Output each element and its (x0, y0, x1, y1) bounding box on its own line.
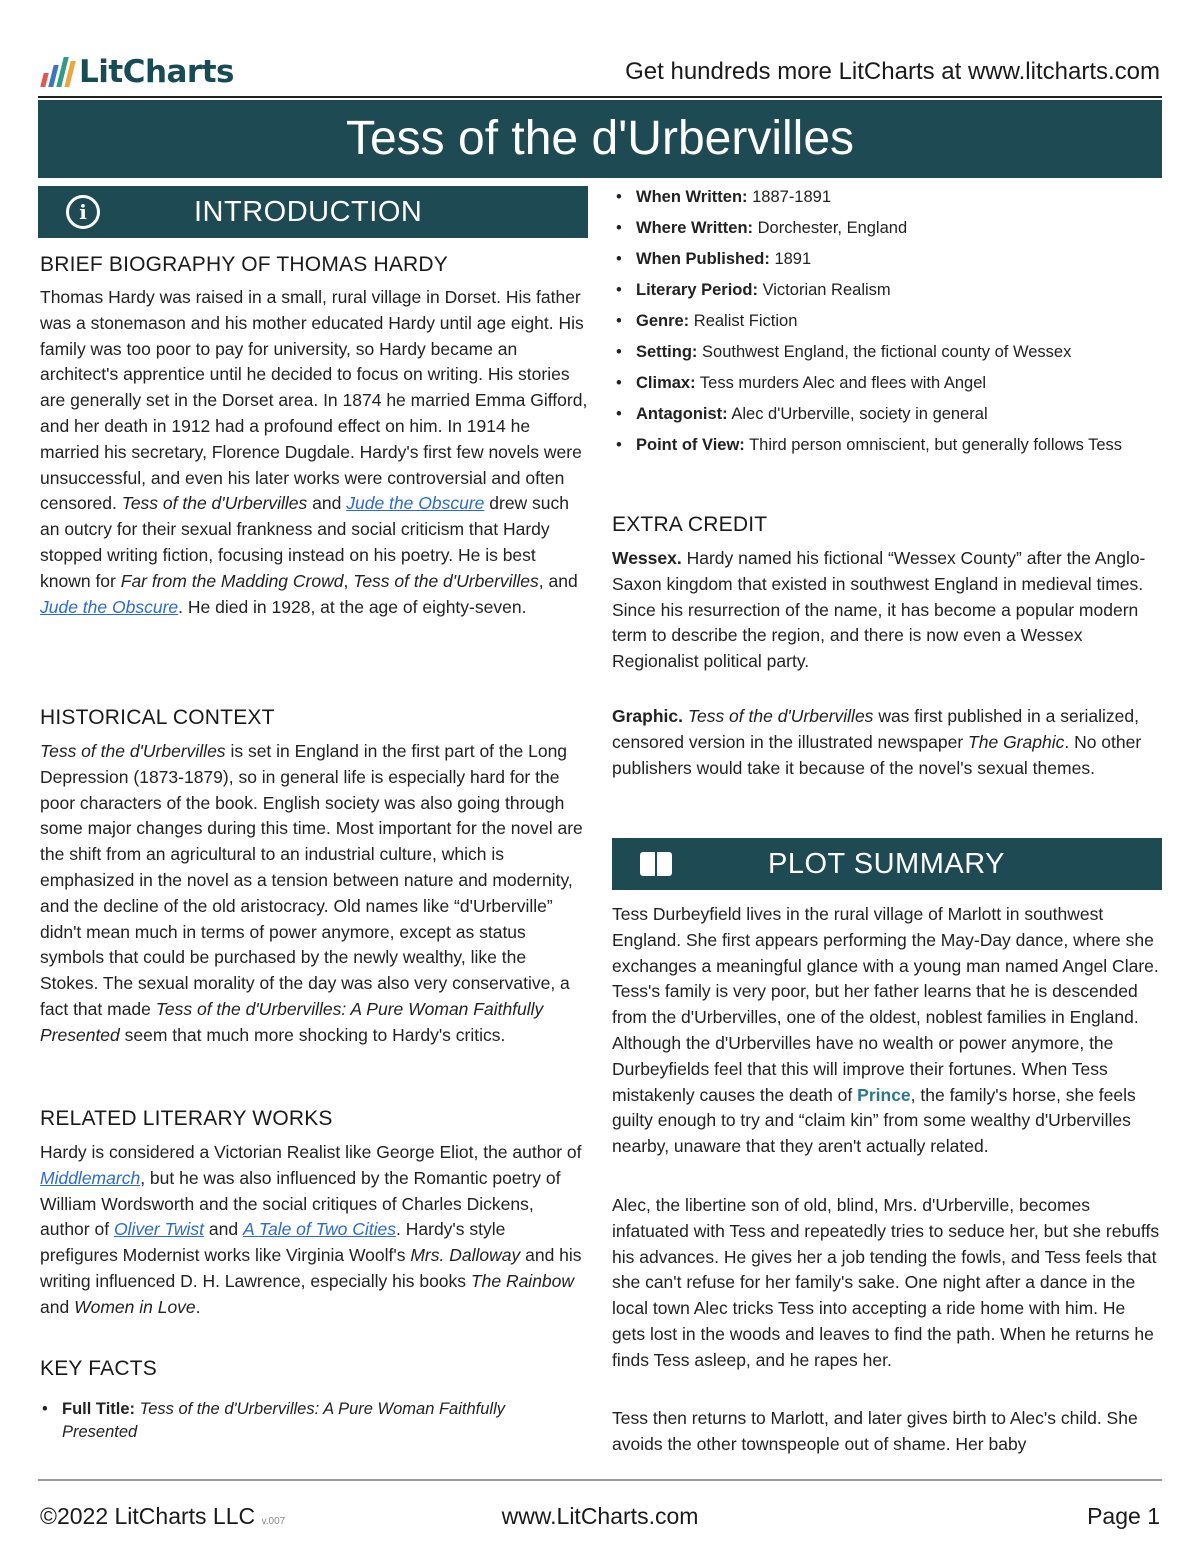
footer-rule (38, 1479, 1162, 1481)
plot-summary-band (612, 838, 1162, 890)
prince-link[interactable]: Prince (857, 1084, 911, 1105)
footer-site[interactable]: www.LitCharts.com (501, 1503, 699, 1529)
page-title: Tess of the d'Urbervilles (38, 100, 1162, 178)
key-fact-item: • Genre: Realist Fiction (612, 310, 1160, 333)
key-facts-list (612, 186, 1160, 457)
key-fact-item: • When Written: 1887-1891 (612, 186, 1160, 209)
introduction-band (38, 186, 588, 238)
header-tagline[interactable]: Get hundreds more LitCharts at www.litcharts.com (625, 58, 1160, 85)
key-facts-heading: KEY FACTS (40, 1357, 157, 1380)
historical-text: Tess of the d'Urbervilles is set in England in the first part of the Long Depression (1873-1879), so in general life is especially hard for the poor characters of the book. English society was also going through some major changes during this time. Most important for the novel are the shift from an agricultural to an industrial culture, which is emphasized in the novel as a tension between nature and modernity, and the decline of the old aristocracy. Old names like “d'Urberville” didn't mean much in terms of power anymore, except as status symbols that could be purchased by the newly wealthy, like the Stokes. The sexual morality of the day was also very conservative, a fact that made Tess of the d'Urbervilles: A Pure Woman Faithfully Presented seem that much more shocking to Hardy's critics. (40, 741, 583, 1045)
key-fact-item: • When Published: 1891 (612, 248, 1160, 271)
tale-two-cities-link[interactable]: A Tale of Two Cities (243, 1219, 397, 1240)
biography-heading: BRIEF BIOGRAPHY OF THOMAS HARDY (40, 253, 448, 276)
jude-link-2[interactable]: Jude the Obscure (40, 596, 179, 617)
related-heading: RELATED LITERARY WORKS (40, 1107, 333, 1130)
key-fact-item: • Literary Period: Victorian Realism (612, 279, 1160, 302)
key-fact-item: • Point of View: Third person omniscient, but generally follows Tess (612, 434, 1160, 457)
key-fact-item: • Where Written: Dorchester, England (612, 217, 1160, 240)
plot-summary-heading: PLOT SUMMARY (768, 847, 1005, 880)
historical-heading: HISTORICAL CONTEXT (40, 706, 275, 729)
extra-credit-heading: EXTRA CREDIT (612, 513, 768, 536)
footer-version: v.007 (261, 1516, 286, 1527)
key-fact-full-title: • Full Title: Tess of the d'Urbervilles: A Pure Woman Faithfully Presented (38, 1398, 578, 1444)
plot-paragraph-1: Tess Durbeyfield lives in the rural village of Marlott in southwest England. She first appears performing the May-Day dance, where she exchanges a meaningful glance with a young man named Angel Clare. Tess's family is very poor, but her father learns that he is descended from the d'Urbervilles, one of the oldest, noblest families in England. Although the d'Urbervilles have no wealth or power anymore, the Durbeyfields feel that this will improve their fortunes. When Tess mistakenly causes the death of Prince, the family's horse, she feels guilty enough to try and “claim kin” from some wealthy d'Urbervilles nearby, unaware that they aren't actually related. (612, 904, 1159, 1157)
logo-bars-icon (40, 57, 76, 87)
book-icon (640, 852, 672, 876)
wessex-text: Wessex. Hardy named his fictional “Wessex County” after the Anglo-Saxon kingdom that existed in southwest England in medieval times. Since his resurrection of the name, it has become a popular modern term to describe the region, and there is now even a Wessex Regionalist political party. (612, 548, 1146, 672)
footer-copyright: ©2022 LitCharts LLC v.007 (40, 1503, 286, 1529)
info-icon: i (66, 195, 100, 229)
plot-paragraph-3: Tess then returns to Marlott, and later gives birth to Alec's child. She avoids the other townspeople out of shame. Her baby (612, 1408, 1138, 1454)
header-rule (38, 96, 1162, 98)
footer-page-number: Page 1 (1087, 1503, 1160, 1529)
oliver-twist-link[interactable]: Oliver Twist (113, 1219, 205, 1240)
logo-text: LitCharts (79, 54, 234, 90)
key-facts-list-start (38, 1398, 578, 1444)
key-fact-item: • Antagonist: Alec d'Urberville, society in general (612, 403, 1160, 426)
key-fact-item: • Climax: Tess murders Alec and flees with Angel (612, 372, 1160, 395)
introduction-heading: INTRODUCTION (194, 195, 423, 228)
plot-paragraph-2: Alec, the libertine son of old, blind, Mrs. d'Urberville, becomes infatuated with Tess and repeatedly tries to seduce her, but she rebuffs his advances. He gives her a job tending the fowls, and Tess feels that she can't refuse for her family's sake. One night after a dance in the local town Alec tricks Tess into accepting a ride home with him. He gets lost in the woods and leaves to find the path. When he returns he finds Tess asleep, and he rapes her. (612, 1195, 1160, 1370)
related-text: Hardy is considered a Victorian Realist like George Eliot, the author of Middlemarch, but he was also influenced by the Romantic poetry of William Wordsworth and the social critiques of Charles Dickens, author of Oliver Twist and A Tale of Two Cities. Hardy's style prefigures Modernist works like Virginia Woolf's Mrs. Dalloway and his writing influenced D. H. Lawrence, especially his books The Rainbow and Women in Love. (40, 1142, 582, 1317)
key-fact-item: • Setting: Southwest England, the fictional county of Wessex (612, 341, 1160, 364)
biography-text: Thomas Hardy was raised in a small, rural village in Dorset. His father was a stonemason and his mother educated Hardy until age eight. His family was too poor to pay for university, so Hardy became an architect's apprentice until he decided to focus on writing. His stories are generally set in the Dorset area. In 1874 he married Emma Gifford, and her death in 1912 had a profound effect on him. In 1914 he married his secretary, Florence Dugdale. Hardy's first few novels were unsuccessful, and even his later works were controversial and often censored. Tess of the d'Urbervilles and Jude the Obscure drew such an outcry for their sexual frankness and social criticism that Hardy stopped writing fiction, focusing instead on his poetry. He is best known for Far from the Madding Crowd, Tess of the d'Urbervilles, and Jude the Obscure. He died in 1928, at the age of eighty-seven. (40, 287, 588, 617)
middlemarch-link[interactable]: Middlemarch (40, 1167, 141, 1188)
litcharts-logo[interactable] (44, 52, 234, 92)
graphic-text: Graphic. Tess of the d'Urbervilles was first published in a serialized, censored version in the illustrated newspaper The Graphic. No other publishers would take it because of the novel's sexual themes. (612, 706, 1142, 778)
jude-link[interactable]: Jude the Obscure (346, 493, 485, 514)
